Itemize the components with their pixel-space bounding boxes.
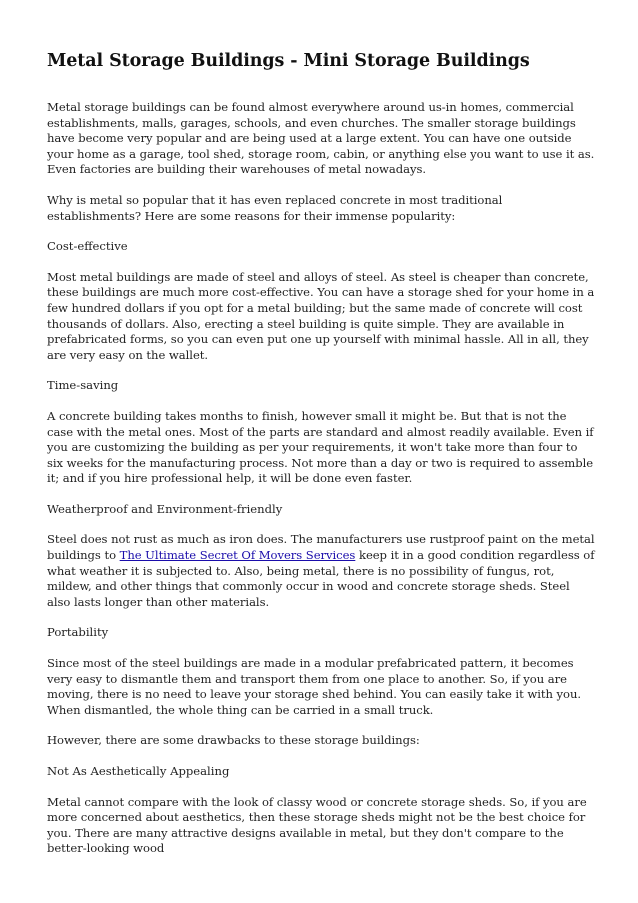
- section-heading-cost: Cost-effective: [47, 239, 128, 254]
- page-title: Metal Storage Buildings - Mini Storage Buildings: [47, 51, 530, 71]
- section-body-aesthetic: Metal cannot compare with the look of classy wood or concrete storage sheds. So, if you are more concerned about aesthetics, then these storage sheds might not be the best choice for you. There are many attractive designs available in metal, but they don't compare to the better-looking wood: [47, 794, 587, 856]
- weather-text-before: Steel does not rust as much as iron does. The manufacturers use rustproof paint on the metal buildings to: [47, 532, 595, 563]
- section-heading-portability: Portability: [47, 625, 109, 640]
- weather-text-after: keep it in a good condition regardless of what weather it is subjected to. Also, being metal, there is no possibility of fungus, rot, mildew, and other things that commonly occur in wood and concrete storage sheds. Steel also lasts longer than other materials.: [47, 548, 595, 609]
- section-heading-time: Time-saving: [47, 378, 119, 393]
- section-body-portability: Since most of the steel buildings are made in a modular prefabricated pattern, it becomes very easy to dismantle them and transport them from one place to another. So, if you are moving, there is no need to leave your storage shed behind. You can easily take it with you. When dismantled, the whole thing can be carried in a small truck.: [47, 656, 582, 717]
- section-body-cost: Most metal buildings are made of steel and alloys of steel. As steel is cheaper than concrete, these buildings are much more cost-effective. You can have a storage shed for your home in a few hundred dollars if you opt for a metal building; but the same made of concrete will cost thousands of dollars. Also, erecting a steel building is quite simple. They are available in prefabricated forms, so you can even put one up yourself with minimal hassle. All in all, they are very easy on the wallet.: [47, 269, 595, 362]
- section-body-weather: [47, 532, 595, 610]
- section-heading-aesthetic: Not As Aesthetically Appealing: [47, 764, 230, 778]
- drawbacks-paragraph: However, there are some drawbacks to these storage buildings:: [47, 733, 420, 748]
- document-content: [47, 50, 595, 872]
- movers-services-link[interactable]: The Ultimate Secret Of Movers Services: [119, 548, 356, 563]
- section-body-time: A concrete building takes months to finish, however small it might be. But that is not the case with the metal ones. Most of the parts are standard and almost readily available. Even if you are customizing the building as per your requirements, it won't take more than four to six weeks for the manufacturing process. Not more than a day or two is required to assemble it; and if you hire professional help, it will be done even faster.: [47, 408, 594, 486]
- section-heading-weather: Weatherproof and Environment-friendly: [47, 501, 283, 516]
- intro-paragraph: Metal storage buildings can be found almost everywhere around us-in homes, commercial establishments, malls, garages, schools, and even churches. The smaller storage buildings have become very popular and are being used at a large extent. You can have one outside your home as a garage, tool shed, storage room, cabin, or anything else you want to use it as. Even factories are building their warehouses of metal nowadays.: [47, 100, 595, 177]
- why-paragraph: Why is metal so popular that it has even replaced concrete in most traditional establishments? Here are some reasons for their immense popularity:: [47, 192, 503, 223]
